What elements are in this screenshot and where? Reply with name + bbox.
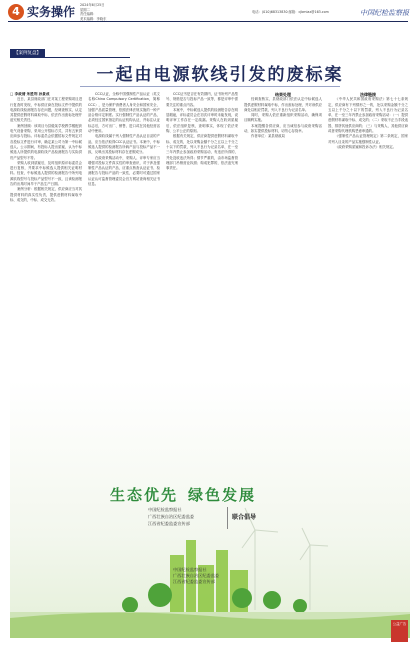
ad-illustration [10, 380, 410, 638]
paragraph: 同时，采购人依法重新组织采购活动，确保项目顺利实施。 [244, 113, 322, 123]
ad-bottom-organizations [173, 567, 219, 585]
paragraph: 本案提醒各供应商，应当诚信参与政府采购活动，如实提供投标材料，切勿心存侥幸。 [244, 123, 322, 134]
ad-slogan [110, 484, 256, 505]
article-column-5 [328, 92, 408, 372]
public-service-ad [10, 380, 410, 638]
org-line: 广西壮族自治区纪委监委 [173, 573, 220, 578]
page-header [0, 0, 415, 40]
paragraph: 案例回顾：该项目为县级某学校教学楼配套电气设备采购，采用公开招标方式，共有五家供应商参与投标。评标委员会依据招标文件规定对各投标文件进行评审，确定某公司为第一中标候选人。公示期间，有投标人提出质疑，认为中标候选人所提供的电源软线产品检测报告与实际供货产品型号不符。 [10, 123, 82, 160]
org-line: 江西省纪委监委宣传部 [173, 579, 215, 584]
org-line: 广西壮族自治区纪委监委 [148, 514, 195, 519]
wind-turbine-icons [242, 508, 328, 610]
paragraph: 电源软线属于列入强制性产品认证目录的产品，应当依法取得CCC认证证书。本案中，中标候选人提供的检测报告所载产品与投标产品不一致，反映出其投标材料存在虚假成分。 [88, 134, 160, 155]
headline-rule [80, 86, 340, 87]
art-editor: 美术编辑：李晓东 [80, 16, 107, 21]
issue-meta [80, 3, 106, 21]
subheading-result: 结果处理 [275, 92, 291, 97]
header-rule [8, 21, 408, 22]
issue-weekday: 星期二 [80, 7, 90, 12]
column-tag: 【案例复盘】 [10, 49, 45, 57]
paragraph: 本案中，中标候选人提供的检测报告存在明显瑕疵，评标委员会在初次评审时未能发现，说明评审工作存在一定疏漏。采购人在收到质疑后，依法组织复核，查明事实，体现了依法采购、公平公正的原则。 [166, 107, 238, 134]
subheading-law: 法律链接 [360, 92, 376, 97]
contact-info: 电话：(010)68313830 邮箱：cjbmiaz@163.com [252, 10, 329, 14]
paragraph: CCC认证，全称中国强制性产品认证（英文名称China Compulsory Certification，简称CCC），是为保护消费者人身安全和国家安全，加强产品质量管理，依照法律法规实施的一种产品合格评定制度。实行强制性产品认证的产品，必须经过国家指定的认证机构认证，并标注认证标志后，方可出厂、销售、进口或在其他经营活动中使用。 [88, 92, 160, 134]
author-unit: 作者单位：某县财政局 [251, 134, 285, 139]
paragraph: 案例分析：根据相关规定，供应商应当对其提供材料的真实性负责，提供虚假材料谋取中标、成交的，中标、成交无效。 [10, 187, 82, 202]
tree-icons [122, 583, 307, 613]
paragraph: 近日，某县财政部门在对某工程采购项目进行复查时发现，中标供应商在投标文件中提供的电源软线检测报告存在问题，经调查核实，认定其提供虚假材料谋取中标，依法作出废标处理并追究相关责任。 [10, 97, 82, 123]
ad-organizations [148, 506, 194, 527]
newspaper-brand: 中国纪检监察报 [360, 9, 409, 17]
article-column-1 [10, 92, 82, 372]
article-column-3 [166, 92, 238, 372]
page-number-badge: 4 [8, 4, 24, 20]
slogan-right: 绿色发展 [188, 486, 257, 504]
column-tag-rule [10, 57, 130, 58]
paragraph: 《强制性产品认证管理规定》第二条规定，国家对列入目录的产品实施强制性认证。 [328, 134, 408, 144]
article-column-4 [244, 92, 322, 372]
section-title: 实务操作 [27, 5, 76, 19]
paragraph: 《中华人民共和国政府采购法》第七十七条规定，供应商有下列情形之一的，处以采购金额千分之五以上千分之十以下的罚款，列入不良行为记录名单，在一至三年内禁止参加政府采购活动：（一）提供虚假材料谋取中标、成交的；（二）采取不正当手段诋毁、排挤其他供应商的；（三）与采购人、其他供应商或者采购代理机构恶意串通的。 [328, 97, 408, 134]
paragraph: 《政府采购质疑和投诉办法》相关规定。 [335, 144, 397, 149]
paragraph: 根据有关规定，供应商提供虚假材料谋取中标、成交的，处以采购金额千分之五以上千分之十以下的罚款，列入不良行为记录名单，在一至三年内禁止参加政府采购活动，有违法所得的，并处没收违法所得；情节严重的，由市场监督管理部门吊销营业执照；构成犯罪的，依法追究刑事责任。 [166, 134, 238, 171]
editor: 责任编辑： [80, 12, 97, 17]
org-line: 中国纪检监察报社 [148, 507, 182, 512]
slogan-left: 生态优先 [110, 486, 179, 504]
issue-date: 2024年6月25日 [80, 3, 105, 7]
article-column-2 [88, 92, 160, 372]
ad-divider [227, 507, 228, 529]
org-line: 江西省纪委监委宣传部 [148, 521, 190, 526]
public-ad-badge: 公益广告 [391, 620, 408, 642]
paragraph: CCC证书是否在有效期内，证书所列产品型号、规格是否与投标产品一致等，都是评审中需要关注的重点内容。 [166, 92, 238, 107]
byline: □ 李政清 朱胜利 孙景成 [10, 92, 50, 96]
ad-sign: 联合倡导 [232, 514, 257, 521]
org-line: 中国纪检监察报社 [173, 567, 207, 572]
paragraph: 经调查核实，县财政部门依法认定中标候选人提供虚假材料谋取中标，作出废标处理，并对该供应商处以相应罚款，列入不良行为记录名单。 [244, 97, 322, 112]
paragraph: 采购人收到质疑后，及时组织原评标委员会进行复核，并要求中标候选人提供相关证明材料。经查，中标候选人提供的检测报告中所列电源软线型号与投标产品型号不一致，且该检测报告的出具时间早于产品生产日期。 [10, 160, 82, 187]
paragraph: 在政府采购活动中，采购人、评审专家应当增强对投标文件真实性的审查意识，对于涉及强制性产品认证的产品，应重点核查认证证书、检测报告与投标产品的一致性，必要时可通过国家认证认可监督管理委员会官方网站查询相关证书信息。 [88, 155, 160, 187]
headline: 一起由电源软线引发的废标案 [96, 65, 344, 85]
